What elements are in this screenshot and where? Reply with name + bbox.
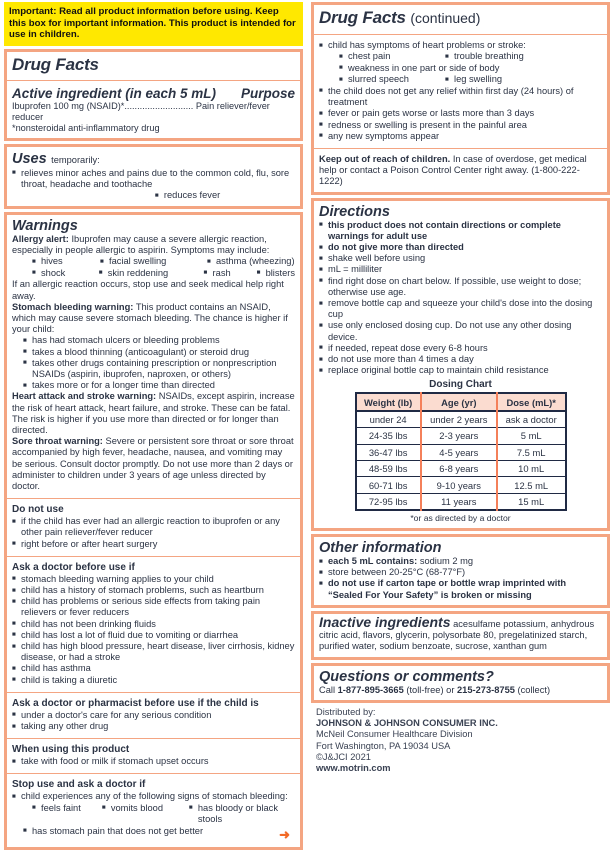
ask-doctor-heading: Ask a doctor before use if — [12, 561, 135, 573]
divider — [314, 34, 607, 35]
stop-use-intro: child experiences any of the following signs of stomach bleeding: — [21, 791, 288, 802]
uses-heading: Uses — [12, 150, 47, 167]
stop-use-cont-item-2: fever or pain gets worse or lasts more than 3 days — [328, 108, 535, 119]
list-item — [12, 791, 295, 802]
stop-use-continued-list — [319, 86, 602, 142]
allergy-alert-label: Allergy alert: — [12, 233, 69, 244]
active-ingredient-heading: Active ingredient (in each 5 mL) — [12, 85, 217, 101]
active-ingredient-section — [7, 83, 300, 138]
list-item — [319, 365, 602, 376]
ask-doctor-item-3: child has problems or serious side effects from taking pain relievers or fever reducers — [21, 596, 261, 618]
call-prefix: Call — [319, 684, 336, 695]
table-header-row — [356, 393, 566, 410]
heart-symptoms-row-2 — [319, 63, 602, 75]
inactive-ingredients-section — [314, 614, 607, 657]
uses-section — [7, 147, 300, 206]
cell-age: under 2 years — [421, 411, 497, 428]
stop-use-last-item: has stomach pain that does not get better — [32, 825, 204, 836]
directions-panel — [311, 198, 610, 531]
dosing-chart-footnote: *or as directed by a doctor — [410, 513, 511, 524]
website-url[interactable]: www.motrin.com — [316, 763, 391, 774]
list-item — [319, 40, 602, 51]
direction-item-10: replace original bottle cap to maintain child resistance — [328, 365, 549, 376]
list-item — [12, 574, 295, 585]
list-item — [319, 320, 602, 342]
do-not-use-item-1: if the child has ever had an allergic reaction to ibuprofen or any other pain reliever/fever reducer — [21, 516, 280, 538]
symptom-leg-swelling: ■ leg swelling — [445, 74, 502, 86]
list-item — [319, 131, 602, 142]
list-item — [12, 380, 295, 391]
important-notice-box: Important: Read all product information before using. Keep this box for important information. This product is intended for use in children. — [4, 2, 303, 46]
cell-dose: 5 mL — [497, 428, 566, 444]
symptom-trouble-breathing: ■ trouble breathing — [445, 51, 524, 63]
collect-note: (collect) — [517, 684, 551, 695]
table-row — [356, 411, 566, 428]
stop-use-continued-section — [314, 37, 607, 146]
directions-section — [314, 201, 607, 528]
ask-pharmacist-heading: Ask a doctor or pharmacist before use if the child is — [12, 697, 259, 709]
questions-section — [314, 666, 607, 700]
list-item — [12, 630, 295, 641]
other-info-label-1: each 5 mL contains: — [328, 556, 418, 567]
drug-facts-title: Drug Facts — [12, 54, 99, 74]
list-item — [12, 168, 295, 190]
allergy-symptoms-row-2 — [12, 268, 295, 280]
table-row — [356, 460, 566, 476]
symptom-weakness: ■ weakness in one part or side of body — [339, 63, 499, 75]
symptom-blisters: ■ blisters — [257, 268, 295, 280]
other-info-text-1: sodium 2 mg — [419, 556, 474, 567]
symptom-skin-reddening: ■ skin reddening — [99, 268, 204, 280]
stomach-warning-text: This product contains an NSAID, which may cause severe stomach bleeding. The chance is higher if your child: — [12, 301, 288, 335]
collect-phone[interactable]: 215-273-8755 — [457, 684, 515, 695]
list-item — [319, 354, 602, 365]
heart-symptoms-row-3 — [319, 74, 602, 86]
cell-age: 4-5 years — [421, 444, 497, 460]
list-item — [319, 120, 602, 131]
when-using-list — [12, 756, 295, 767]
heart-warning-text: NSAIDs, except aspirin, increase the risk of heart attack, heart failure, and stroke. These can be fatal. The risk is higher if you use more than directed or for longer than directed. — [12, 391, 295, 436]
sign-feels-faint: ■ feels faint — [32, 803, 102, 826]
cell-dose: 10 mL — [497, 460, 566, 476]
drug-facts-continued-header — [314, 5, 607, 32]
cell-dose: 15 mL — [497, 493, 566, 510]
list-item — [319, 86, 602, 108]
inactive-ingredients-text: acesulfame potassium, anhydrous citric acid, flavors, glycerin, polysorbate 80, pregelatinized starch, purified water, sodium benzoate, sucrose, xanthan gum — [319, 618, 595, 652]
ask-pharmacist-section — [7, 695, 300, 736]
list-item — [12, 539, 295, 550]
list-item — [319, 343, 602, 354]
copyright-line: ©J&JCI 2021 — [316, 751, 371, 762]
ask-doctor-item-5: child has lost a lot of fluid due to vomiting or diarrhea — [21, 629, 239, 640]
cell-weight: 60-71 lbs — [356, 477, 421, 493]
ask-doctor-list — [12, 574, 295, 686]
divider — [7, 773, 300, 774]
stomach-item-1: has had stomach ulcers or bleeding problems — [32, 335, 220, 346]
table-row — [356, 428, 566, 444]
list-item — [319, 567, 602, 578]
stomach-bleeding-signs-row — [12, 803, 295, 826]
stomach-item-3: takes other drugs containing prescription or nonprescription NSAIDs (aspirin, ibuprofen, naproxen, or others) — [32, 357, 277, 379]
throat-warning-label: Sore throat warning: — [12, 436, 103, 447]
stop-use-list — [12, 791, 295, 802]
uses-list — [12, 168, 295, 190]
do-not-use-heading: Do not use — [12, 504, 64, 516]
continued-label: (continued) — [410, 10, 481, 26]
list-item — [12, 756, 295, 767]
cell-weight: 72-95 lbs — [356, 493, 421, 510]
division-name: McNeil Consumer Healthcare Division — [316, 729, 473, 740]
list-item — [12, 710, 295, 721]
allergy-symptoms-row-1 — [12, 256, 295, 268]
cell-weight: 24-35 lbs — [356, 428, 421, 444]
other-information-heading: Other information — [319, 540, 442, 557]
cell-weight: 36-47 lbs — [356, 444, 421, 460]
symptom-shock: ■ shock — [32, 268, 99, 280]
other-information-section — [314, 537, 607, 605]
list-item — [319, 220, 602, 242]
symptom-asthma: ■ asthma (wheezing) — [207, 256, 295, 268]
stop-use-heading: Stop use and ask a doctor if — [12, 779, 146, 791]
questions-heading: Questions or comments? — [319, 668, 494, 685]
stop-use-last-list — [12, 826, 295, 837]
column-header-dose: Dose (mL)* — [497, 393, 566, 410]
keep-out-of-reach-section — [314, 151, 607, 192]
list-item — [319, 108, 602, 119]
drug-facts-panel-left — [4, 49, 303, 141]
direction-item-9: do not use more than 4 times a day — [328, 354, 474, 365]
directions-list — [319, 220, 602, 377]
when-using-item-1: take with food or milk if stomach upset occurs — [21, 756, 209, 767]
list-item — [12, 596, 295, 618]
divider — [314, 148, 607, 149]
heart-symptoms-list — [319, 40, 602, 51]
warnings-heading: Warnings — [12, 217, 78, 234]
table-row — [356, 477, 566, 493]
list-item — [12, 358, 295, 380]
symptom-facial-swelling: ■ facial swelling — [100, 256, 207, 268]
other-info-label-2: store between 20-25°C (68-77°F) — [328, 567, 466, 578]
list-item — [12, 585, 295, 596]
stomach-bleeding-warning — [12, 302, 295, 336]
uses-item-1-text: relieves minor aches and pains due to the common cold, flu, sore throat, headache and toothache — [21, 167, 290, 189]
cell-age: 2-3 years — [421, 428, 497, 444]
do-not-use-list — [12, 516, 295, 550]
direction-item-1: this product does not contain directions or complete warnings for adult use — [328, 219, 561, 241]
uses-item-2-row — [21, 190, 295, 202]
direction-item-4: mL = milliliter — [328, 264, 383, 275]
tollfree-note: (toll-free) or — [406, 684, 455, 695]
symptom-slurred-speech: ■ slurred speech — [339, 74, 445, 86]
uses-subhead: temporarily: — [51, 154, 100, 165]
symptom-chest-pain: ■ chest pain — [339, 51, 445, 63]
continue-arrow-icon: ➜ — [279, 827, 290, 843]
distributor-block — [311, 703, 610, 775]
stop-use-cont-item-4: any new symptoms appear — [328, 130, 440, 141]
heart-warning-label: Heart attack and stroke warning: — [12, 391, 157, 402]
list-item — [12, 516, 295, 538]
allergy-alert — [12, 234, 295, 256]
when-using-heading: When using this product — [12, 744, 130, 756]
cell-age: 9-10 years — [421, 477, 497, 493]
sign-vomits-blood: ■ vomits blood — [102, 803, 189, 826]
uses-panel — [4, 144, 303, 209]
stop-use-section — [7, 776, 300, 847]
ask-doctor-section — [7, 559, 300, 690]
other-info-label-3: do not use if carton tape or bottle wrap imprinted with “Sealed For Your Safety” is broken or missing — [328, 578, 567, 600]
cell-dose: 7.5 mL — [497, 444, 566, 460]
list-item — [12, 663, 295, 674]
dosing-chart-title: Dosing Chart — [429, 379, 492, 391]
divider — [7, 498, 300, 499]
direction-item-7: use only enclosed dosing cup. Do not use any other dosing device. — [328, 320, 572, 342]
purpose-heading: Purpose — [240, 85, 295, 101]
list-item — [12, 347, 295, 358]
direction-item-8: if needed, repeat dose every 6-8 hours — [328, 342, 488, 353]
direction-item-3: shake well before using — [328, 253, 426, 264]
throat-warning-text: Severe or persistent sore throat or sore throat accompanied by high fever, headache, nausea, and vomiting may be serious. Consult doctor promptly. Do not use more than 2 days or administer to children under 3 years of age unless directed by doctor. — [12, 436, 294, 492]
list-item — [12, 641, 295, 663]
stop-use-cont-item-3: redness or swelling is present in the painful area — [328, 119, 527, 130]
heart-symptoms-intro: child has symptoms of heart problems or stroke: — [328, 40, 526, 50]
company-address: Fort Washington, PA 19034 USA — [316, 740, 451, 751]
ask-doctor-item-4: child has not been drinking fluids — [21, 618, 156, 629]
list-item — [319, 556, 602, 567]
table-row — [356, 444, 566, 460]
do-not-use-section — [7, 501, 300, 554]
stomach-warning-label: Stomach bleeding warning: — [12, 301, 134, 312]
direction-item-2: do not give more than directed — [328, 242, 464, 253]
ask-doctor-item-8: child is taking a diuretic — [21, 674, 118, 685]
keep-out-label: Keep out of reach of children. — [319, 154, 451, 164]
column-header-age: Age (yr) — [421, 393, 497, 410]
direction-item-5: find right dose on chart below. If possible, use weight to dose; otherwise use age. — [328, 275, 582, 297]
left-column — [0, 0, 307, 843]
allergy-closing: If an allergic reaction occurs, stop use and seek medical help right away. — [12, 279, 284, 301]
warnings-panel — [4, 212, 303, 850]
symptom-hives: ■ hives — [32, 256, 100, 268]
cell-dose: 12.5 mL — [497, 477, 566, 493]
symptom-rash: ■ rash — [204, 268, 257, 280]
distributed-by-label: Distributed by: — [316, 706, 376, 717]
list-item — [319, 253, 602, 264]
ask-pharmacist-list — [12, 710, 295, 732]
allergy-alert-text: Ibuprofen may cause a severe allergic reaction, especially in people allergic to aspirin. Symptoms may include: — [12, 233, 270, 255]
dosing-chart-table — [355, 392, 567, 511]
other-information-panel — [311, 534, 610, 608]
list-item — [319, 242, 602, 253]
tollfree-phone[interactable]: 1-877-895-3665 — [337, 684, 404, 695]
table-row — [356, 493, 566, 510]
ask-doctor-item-1: stomach bleeding warning applies to your child — [21, 573, 214, 584]
direction-item-6: remove bottle cap and squeeze your child's dose into the dosing cup — [328, 298, 593, 320]
list-item — [319, 578, 602, 600]
list-item — [12, 335, 295, 346]
cell-age: 11 years — [421, 493, 497, 510]
active-ingredient-line: Ibuprofen 100 mg (NSAID)*........................... Pain reliever/fever reducer — [12, 100, 270, 122]
list-item — [319, 264, 602, 275]
cell-dose: ask a doctor — [497, 411, 566, 428]
cell-age: 6-8 years — [421, 460, 497, 476]
drug-facts-title-right: Drug Facts — [319, 8, 406, 27]
list-item — [12, 826, 295, 837]
stomach-item-2: takes a blood thinning (anticoagulant) or steroid drug — [32, 346, 250, 357]
drug-facts-header — [7, 52, 300, 78]
list-item — [319, 298, 602, 320]
drug-facts-panel-right — [311, 2, 610, 195]
do-not-use-item-2: right before or after heart surgery — [21, 538, 158, 549]
stop-use-cont-item-1: the child does not get any relief within first day (24 hours) of treatment — [328, 85, 574, 108]
directions-heading: Directions — [319, 203, 390, 220]
uses-item-2-text: ■ reduces fever — [155, 190, 220, 202]
questions-contact-line — [319, 685, 602, 696]
divider — [7, 80, 300, 81]
questions-panel — [311, 663, 610, 703]
cell-weight: under 24 — [356, 411, 421, 428]
divider — [7, 692, 300, 693]
sign-bloody-stools: ■ has bloody or black stools — [189, 803, 295, 826]
list-item — [12, 675, 295, 686]
keep-out-text: In case of overdose, get medical help or contact a Poison Control Center right away. (1-800-222-1222) — [319, 154, 587, 187]
inactive-ingredients-heading: Inactive ingredients — [319, 613, 451, 630]
company-name: JOHNSON & JOHNSON CONSUMER INC. — [316, 718, 498, 728]
active-ingredient-footnote: *nonsteroidal anti-inflammatory drug — [12, 122, 160, 133]
other-information-list — [319, 556, 602, 601]
ask-doctor-item-7: child has asthma — [21, 663, 91, 674]
list-item — [319, 276, 602, 298]
heart-symptoms-row-1 — [319, 51, 602, 63]
ask-pharmacist-item-1: under a doctor's care for any serious condition — [21, 709, 212, 720]
warnings-section — [7, 215, 300, 496]
list-item — [12, 721, 295, 732]
divider — [7, 556, 300, 557]
divider — [7, 738, 300, 739]
heart-attack-warning — [12, 391, 295, 436]
right-column — [307, 0, 614, 774]
when-using-section — [7, 741, 300, 771]
column-header-weight: Weight (lb) — [356, 393, 421, 410]
stomach-item-4: takes more or for a longer time than directed — [32, 380, 215, 391]
inactive-ingredients-panel — [311, 611, 610, 660]
ask-pharmacist-item-2: taking any other drug — [21, 721, 109, 732]
ask-doctor-item-2: child has a history of stomach problems, such as heartburn — [21, 585, 264, 596]
cell-weight: 48-59 lbs — [356, 460, 421, 476]
stomach-warning-list — [12, 335, 295, 391]
ask-doctor-item-6: child has high blood pressure, heart disease, liver cirrhosis, kidney disease, or had a stroke — [21, 641, 295, 663]
list-item — [12, 619, 295, 630]
sore-throat-warning — [12, 436, 295, 492]
